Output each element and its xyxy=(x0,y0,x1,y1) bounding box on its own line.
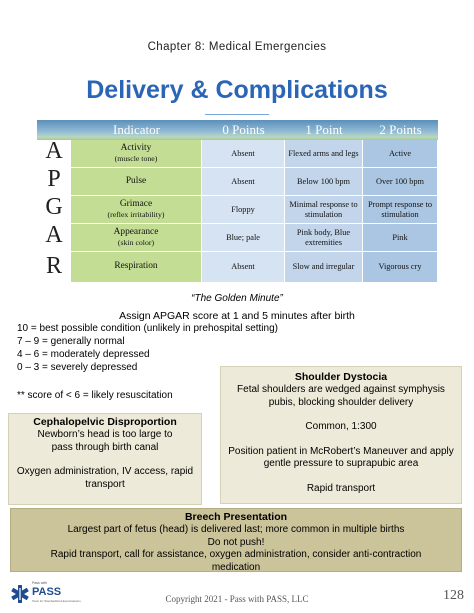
indicator-cell xyxy=(71,140,202,168)
indicator-label: Appearance xyxy=(113,227,159,238)
table-row xyxy=(71,140,438,168)
cephalopelvic-treatment: Oxygen administration, IV access, rapid transport xyxy=(16,466,194,490)
apgar-letter: A xyxy=(45,222,63,248)
golden-minute: “The Golden Minute” xyxy=(191,293,283,304)
one-point-cell: Slow and irregular xyxy=(285,252,363,283)
apgar-table xyxy=(37,120,438,283)
shoulder-dystocia-box xyxy=(220,366,462,504)
logo-tagline: Tests for Standardized Examinations xyxy=(32,599,81,603)
one-point-cell: Below 100 bpm xyxy=(285,168,363,196)
table-row xyxy=(71,224,438,252)
apgar-header xyxy=(37,120,438,140)
indicator-label: Activity xyxy=(120,143,152,154)
table-row xyxy=(71,168,438,196)
copyright: Copyright 2021 - Pass with PASS, LLC xyxy=(165,594,309,604)
cephalopelvic-box xyxy=(8,413,202,505)
score-line: 0 – 3 = severely depressed xyxy=(17,362,138,373)
zero-points-cell: Absent xyxy=(202,168,285,196)
one-point-cell: Minimal response to stimulation xyxy=(285,196,363,224)
two-points-cell: Vigorous cry xyxy=(363,252,438,283)
zero-points-cell: Blue; pale xyxy=(202,224,285,252)
two-points-cell: Active xyxy=(363,140,438,168)
two-points-cell: Pink xyxy=(363,224,438,252)
page-number: 128 xyxy=(443,588,464,603)
score-line: 10 = best possible condition (unlikely in prehospital setting) xyxy=(17,323,278,334)
header-two-points: 2 Points xyxy=(379,122,422,137)
two-points-cell: Over 100 bpm xyxy=(363,168,438,196)
apgar-letter: A xyxy=(45,138,63,164)
breech-title: Breech Presentation xyxy=(184,511,288,523)
breech-line: Rapid transport, call for assistance, oxygen administration, consider anti-contraction medication xyxy=(50,549,422,573)
indicator-label: Respiration xyxy=(114,261,158,272)
indicator-cell xyxy=(71,168,202,196)
header-zero-points: 0 Points xyxy=(222,122,265,137)
indicator-label: Grimace xyxy=(119,199,153,210)
chapter-heading: Chapter 8: Medical Emergencies xyxy=(147,41,327,53)
cephalopelvic-description: Newborn’s head is too large to pass through birth canal xyxy=(37,429,173,453)
logo-small-text: Pass with xyxy=(32,581,47,585)
one-point-cell: Flexed arms and legs xyxy=(285,140,363,168)
shoulder-dystocia-frequency: Common, 1:300 xyxy=(305,421,377,433)
shoulder-dystocia-transport: Rapid transport xyxy=(306,482,376,494)
apgar-letter: P xyxy=(47,166,61,192)
apgar-letter: R xyxy=(45,253,62,279)
indicator-sub: (skin color) xyxy=(117,238,155,248)
cephalopelvic-title: Cephalopelvic Disproportion xyxy=(33,416,177,428)
header-indicator: Indicator xyxy=(113,122,160,137)
shoulder-dystocia-title: Shoulder Dystocia xyxy=(294,371,388,383)
indicator-label: Pulse xyxy=(125,175,147,186)
two-points-cell: Prompt response to stimulation xyxy=(363,196,438,224)
indicator-cell xyxy=(71,196,202,224)
apgar-letters xyxy=(37,140,71,283)
table-row xyxy=(71,196,438,224)
page-title: Delivery & Complications xyxy=(86,76,388,104)
indicator-sub: (reflex irritability) xyxy=(107,210,165,220)
title-divider xyxy=(205,114,269,115)
zero-points-cell: Absent xyxy=(202,252,285,283)
zero-points-cell: Absent xyxy=(202,140,285,168)
indicator-cell xyxy=(71,252,202,283)
indicator-sub: (muscle tone) xyxy=(114,154,158,164)
breech-line: Largest part of fetus (head) is delivered last; more common in multiple births xyxy=(67,524,405,536)
breech-line: Do not push! xyxy=(207,536,265,548)
logo-text: PASS xyxy=(32,586,62,598)
header-one-point: 1 Point xyxy=(305,122,343,137)
indicator-cell xyxy=(71,224,202,252)
table-row xyxy=(71,252,438,283)
resuscitation-note: ** score of < 6 = likely resuscitation xyxy=(17,390,173,401)
shoulder-dystocia-description: Fetal shoulders are wedged against symphysis pubis, blocking shoulder delivery xyxy=(237,384,445,408)
shoulder-dystocia-treatment: Position patient in McRobert’s Maneuver and apply gentle pressure to suprapubic area xyxy=(228,445,454,470)
breech-presentation-box xyxy=(10,508,462,572)
score-line: 7 – 9 = generally normal xyxy=(17,336,125,347)
assign-apgar-text: Assign APGAR score at 1 and 5 minutes after birth xyxy=(119,310,355,322)
score-line: 4 – 6 = moderately depressed xyxy=(17,349,150,360)
one-point-cell: Pink body, Blue extremities xyxy=(285,224,363,252)
apgar-letter: G xyxy=(45,194,63,220)
zero-points-cell: Floppy xyxy=(202,196,285,224)
